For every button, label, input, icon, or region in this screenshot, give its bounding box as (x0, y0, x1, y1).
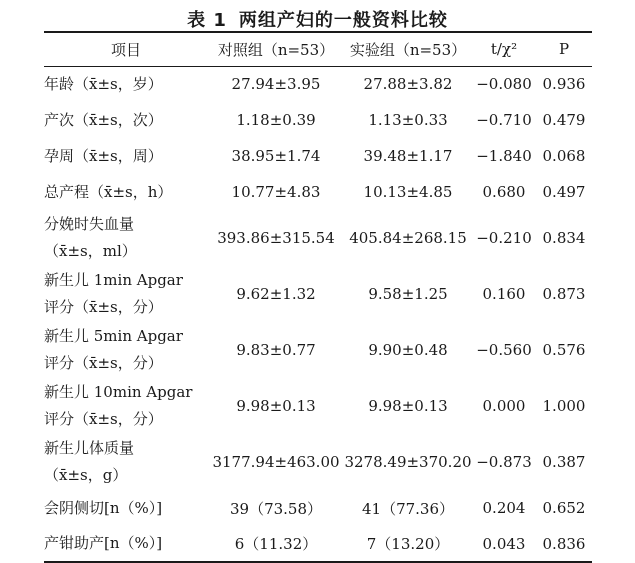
row-p-value: 0.834 (542, 229, 586, 247)
table-row (44, 490, 592, 526)
header-p-value: P (558, 40, 570, 59)
table-row (44, 102, 592, 138)
table-row (44, 434, 592, 490)
row-p-value: 0.387 (542, 453, 586, 471)
row-item-line: 新生儿体质量 (44, 439, 135, 457)
row-control-value: 1.18±0.39 (236, 111, 316, 129)
row-test-statistic: 0.000 (482, 397, 526, 415)
row-control-value: 39（73.58） (229, 499, 323, 518)
row-experimental-value: 9.98±0.13 (368, 397, 448, 415)
row-control-value: 6（11.32） (234, 535, 318, 553)
row-p-value: 0.576 (542, 341, 586, 359)
table-row (44, 266, 592, 322)
row-p-value: 0.479 (542, 111, 586, 129)
row-item (44, 434, 208, 490)
row-item-line: （x̄±s，ml） (44, 242, 137, 260)
row-control-value: 27.94±3.95 (231, 75, 321, 94)
row-item (44, 266, 208, 322)
row-experimental-value: 41（77.36） (361, 499, 455, 518)
row-item (44, 102, 208, 138)
row-item (44, 174, 208, 210)
row-test-statistic: −0.080 (476, 75, 532, 94)
row-experimental-value: 7（13.20） (366, 535, 450, 553)
row-test-statistic: −0.560 (476, 341, 532, 359)
row-control-value: 9.62±1.32 (236, 285, 316, 303)
row-p-value: 1.000 (542, 397, 586, 415)
header-control-group: 对照组（n=53） (217, 40, 335, 59)
table-row (44, 378, 592, 434)
row-item-line: 新生儿 1min Apgar (44, 271, 183, 289)
table-row (44, 322, 592, 378)
row-item (44, 322, 208, 378)
row-item-line: 会阴侧切[n（%）] (44, 498, 163, 517)
row-test-statistic: −0.210 (476, 229, 532, 247)
row-control-value: 38.95±1.74 (231, 147, 321, 165)
row-experimental-value: 9.90±0.48 (368, 341, 448, 359)
table-row (44, 138, 592, 174)
header-item: 项目 (110, 40, 141, 59)
row-test-statistic: 0.204 (482, 499, 526, 517)
row-item-line: 分娩时失血量 (44, 215, 135, 233)
table-header-row (44, 32, 592, 66)
row-test-statistic: −0.873 (476, 453, 532, 471)
row-p-value: 0.497 (542, 183, 586, 201)
row-experimental-value: 9.58±1.25 (368, 285, 448, 303)
header-experimental-group: 实验组（n=53） (349, 40, 467, 59)
row-experimental-value: 10.13±4.85 (363, 183, 453, 201)
row-item-line: 孕周（x̄±s，周） (44, 146, 163, 165)
row-control-value: 9.98±0.13 (236, 397, 316, 415)
row-item (44, 378, 208, 434)
row-item (44, 210, 208, 266)
row-item (44, 66, 208, 102)
table-number: 表 1 (187, 10, 227, 31)
row-test-statistic: 0.160 (482, 285, 526, 303)
table-title: 两组产妇的一般资料比较 (238, 10, 448, 31)
row-control-value: 10.77±4.83 (231, 183, 321, 201)
row-control-value: 9.83±0.77 (236, 341, 316, 359)
row-item-line: 评分（x̄±s，分） (44, 410, 163, 428)
table-row (44, 174, 592, 210)
table-body (44, 66, 592, 562)
row-test-statistic: −0.710 (476, 111, 532, 129)
table-row (44, 66, 592, 102)
row-p-value: 0.836 (542, 534, 586, 553)
table-caption (0, 6, 635, 32)
row-item-line: 新生儿 5min Apgar (44, 327, 183, 345)
row-item-line: 总产程（x̄±s，h） (44, 182, 173, 201)
row-experimental-value: 27.88±3.82 (363, 75, 453, 94)
table-row (44, 526, 592, 562)
row-item (44, 490, 208, 526)
row-item-line: 产次（x̄±s，次） (44, 110, 163, 129)
row-item (44, 526, 208, 562)
row-item-line: 评分（x̄±s，分） (44, 298, 163, 316)
row-item-line: 年龄（x̄±s，岁） (44, 74, 163, 93)
row-experimental-value: 3278.49±370.20 (344, 453, 472, 471)
row-test-statistic: 0.043 (482, 534, 526, 553)
table-row (44, 210, 592, 266)
row-p-value: 0.873 (542, 285, 586, 303)
row-item (44, 138, 208, 174)
row-item-line: 新生儿 10min Apgar (44, 383, 193, 401)
row-p-value: 0.936 (542, 75, 586, 94)
row-experimental-value: 39.48±1.17 (363, 147, 453, 165)
row-item-line: （x̄±s，g） (44, 466, 128, 484)
row-experimental-value: 1.13±0.33 (368, 111, 448, 129)
row-p-value: 0.652 (542, 499, 586, 517)
header-test-statistic: t/χ² (490, 40, 518, 59)
row-test-statistic: 0.680 (482, 183, 526, 201)
row-control-value: 393.86±315.54 (217, 229, 335, 247)
row-control-value: 3177.94±463.00 (212, 453, 340, 471)
row-item-line: 产钳助产[n（%）] (44, 534, 163, 552)
row-experimental-value: 405.84±268.15 (349, 229, 467, 247)
comparison-table (44, 31, 592, 563)
row-p-value: 0.068 (542, 147, 586, 165)
row-test-statistic: −1.840 (476, 147, 532, 165)
row-item-line: 评分（x̄±s，分） (44, 354, 163, 372)
